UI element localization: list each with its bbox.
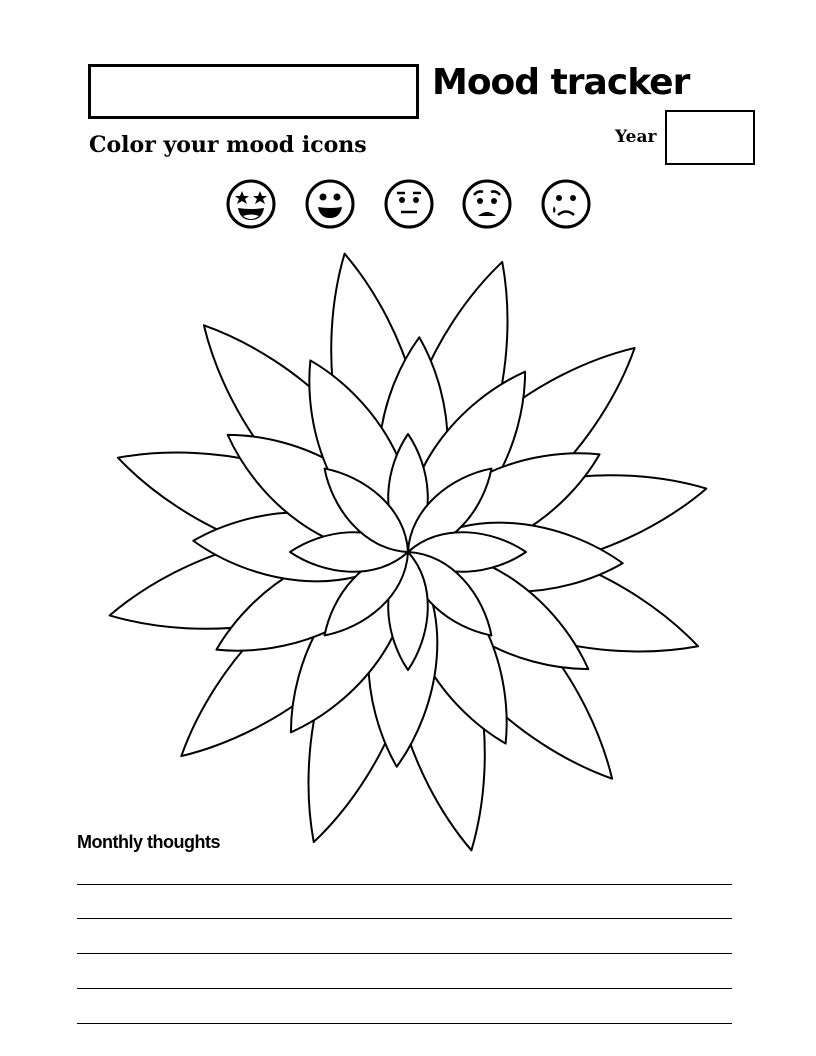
star-struck-face-icon[interactable] [225, 178, 277, 230]
year-field[interactable] [665, 110, 755, 165]
name-field[interactable] [88, 64, 419, 119]
neutral-face-icon[interactable] [383, 178, 435, 230]
worried-face-icon[interactable] [461, 178, 513, 230]
thoughts-line-5[interactable] [77, 1023, 732, 1024]
monthly-thoughts-label: Monthly thoughts [77, 832, 220, 852]
thoughts-line-2[interactable] [77, 918, 732, 919]
thoughts-line-4[interactable] [77, 988, 732, 989]
thoughts-line-1[interactable] [77, 884, 732, 885]
thoughts-line-3[interactable] [77, 953, 732, 954]
mandala-flower-icon [96, 240, 720, 864]
mood-instructions: Color your mood icons [89, 132, 367, 158]
page-title: Mood tracker [432, 62, 690, 103]
crying-face-icon[interactable] [540, 178, 592, 230]
year-label: Year [615, 127, 657, 147]
smiling-face-icon[interactable] [304, 178, 356, 230]
mood-icon-row [225, 178, 595, 232]
